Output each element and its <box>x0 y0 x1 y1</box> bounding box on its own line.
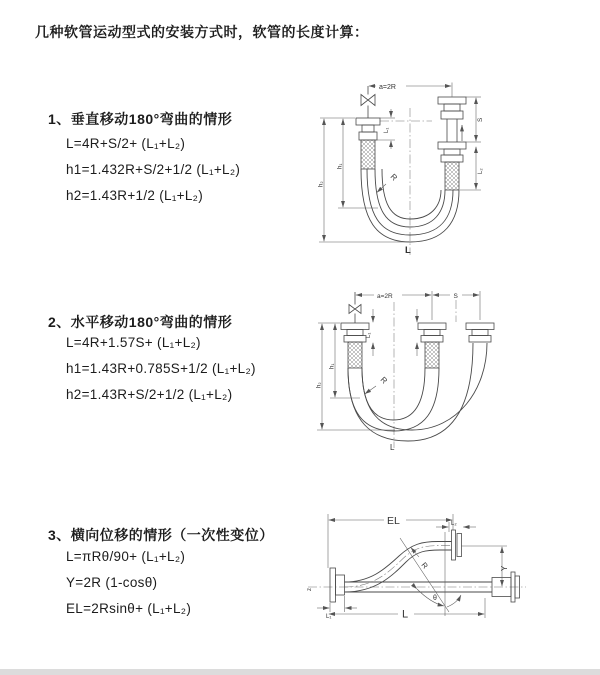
dim-label-l1: L₁ <box>384 127 390 133</box>
section1-formula-L: L=4R+S/2+ (L₁+L₂) <box>66 136 186 151</box>
page-title: 几种软管运动型式的安装方式时，软管的长度计算： <box>35 24 369 40</box>
dimension-lines <box>317 514 507 618</box>
section1-formula-h1: h1=1.432R+S/2+1/2 (L₁+L₂) <box>66 162 241 177</box>
section1-formula-h2: h2=1.43R+1/2 (L₁+L₂) <box>66 188 204 203</box>
dimension-lines <box>317 291 480 430</box>
section3-formula-Y: Y=2R (1-cosθ) <box>66 575 158 590</box>
centerlines <box>308 546 526 587</box>
dim-label-a2r: a=2R <box>377 292 393 300</box>
pipe-fittings <box>341 292 494 368</box>
radius-label: R <box>388 172 400 183</box>
diagram-horizontal-180-bend <box>310 280 600 460</box>
radius-label: R <box>378 375 390 386</box>
section2-formula-h2: h2=1.43R+S/2+1/2 (L₁+L₂) <box>66 387 233 402</box>
dim-label-s: S <box>477 117 484 122</box>
dim-label-s: S <box>453 292 458 300</box>
u-bend-hoses <box>348 343 487 441</box>
dim-label-h1: h₁ <box>337 163 344 169</box>
dim-label-h2: h₂ <box>318 181 325 187</box>
valve-icon <box>349 292 361 323</box>
section2-formula-h1: h1=1.43R+0.785S+1/2 (L₁+L₂) <box>66 361 256 376</box>
diagram-vertical-180-bend <box>310 70 600 260</box>
dim-label-el: EL <box>387 515 400 527</box>
axis-mark: z <box>307 588 313 591</box>
dim-label-h1: h₁ <box>329 363 336 369</box>
diagram-lateral-displacement <box>300 500 600 660</box>
section2-heading: 2、水平移动180°弯曲的情形 <box>48 314 233 330</box>
valve-icon <box>361 86 375 118</box>
pipe-fittings <box>356 83 466 190</box>
section3-formula-EL: EL=2Rsinθ+ (L₁+L₂) <box>66 601 192 616</box>
dim-label-l1: L₁ <box>326 614 332 620</box>
theta-label: θ <box>433 595 437 602</box>
section3-heading: 3、横向位移的情形（一次性变位） <box>48 527 274 543</box>
section3-formula-L: L=πRθ/90+ (L₁+L₂) <box>66 549 186 564</box>
section1-heading: 1、垂直移动180°弯曲的情形 <box>48 111 233 127</box>
dim-label-h2: h₂ <box>316 382 323 388</box>
dim-label-l2: L₂ <box>478 168 484 174</box>
hose-curves <box>345 542 493 593</box>
dim-label-l2: L₂ <box>451 521 457 527</box>
length-label: L <box>402 608 409 621</box>
dim-label-y: Y <box>500 565 509 571</box>
dim-label-l1: L₁ <box>366 332 372 338</box>
length-label: L <box>390 443 395 452</box>
page-bottom-edge <box>0 669 600 675</box>
dim-label-a2r: a=2R <box>379 83 396 91</box>
section2-formula-L: L=4R+1.57S+ (L₁+L₂) <box>66 335 201 350</box>
dimension-labels <box>307 513 509 621</box>
length-label: L <box>405 245 411 256</box>
radius-label: R <box>419 560 430 571</box>
